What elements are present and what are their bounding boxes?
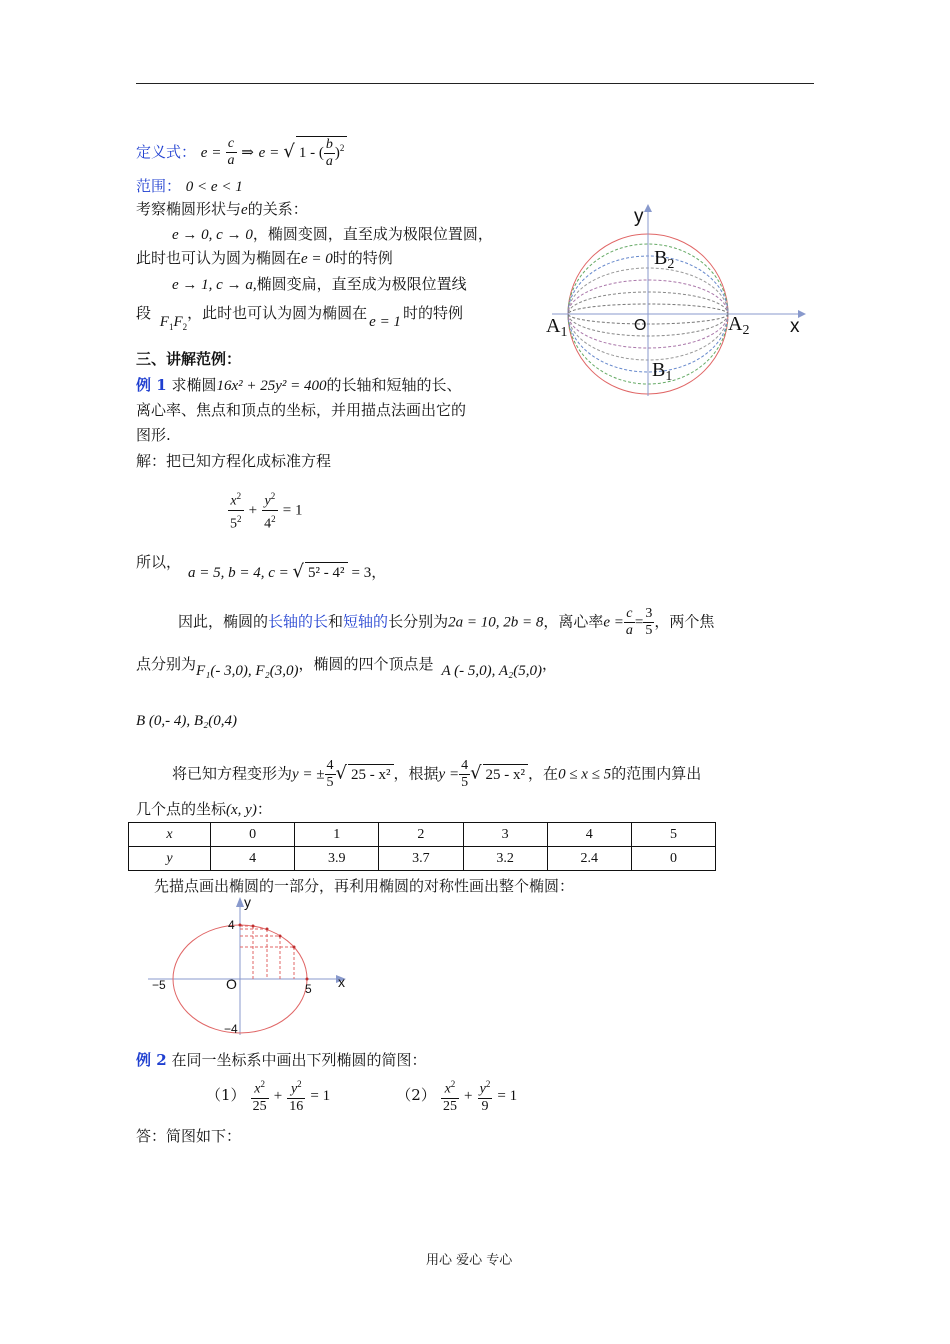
label-a1: A — [546, 315, 561, 337]
example1-line1: 例 1 求椭圆16x² + 25y² = 400的长轴和短轴的长、 — [136, 376, 462, 394]
fig1-x-label: x — [790, 316, 800, 337]
fig2-origin: O — [226, 976, 237, 992]
table-row-y: y 4 3.9 3.7 3.2 2.4 0 — [129, 847, 716, 871]
label-b1: B — [652, 359, 666, 381]
ellipse-plot-figure — [140, 895, 360, 1045]
svg-text:A1: $A_1$ — [546, 315, 568, 340]
label-a2: A — [728, 313, 743, 335]
c-over-a: $\frac{c}{a}$ — [227, 136, 235, 169]
range-line — [136, 176, 243, 197]
page-footer: 用心 爱心 专心 — [426, 1253, 513, 1268]
solution-line: 解：把已知方程化成标准方程 — [136, 452, 332, 470]
table-row-x: x 0 1 2 3 4 5 — [129, 823, 716, 847]
e-to-zero-line: e → 0, c → 0，椭圆变圆，直至成为极限位置圆， — [172, 225, 493, 243]
definition-label: 定义式： — [136, 142, 197, 161]
e-to-one-line: e → 1, c → a,椭圆变扁，直至成为极限位置线 — [172, 275, 467, 293]
example2-line: 例 2 在同一坐标系中画出下列椭圆的简图： — [136, 1051, 427, 1069]
svg-text:A2: $A_2$ — [728, 313, 750, 338]
abc-values: a = 5, b = 4, c = √ 5² - 4² = 3， — [188, 561, 387, 582]
label-b2: B — [654, 247, 668, 269]
radicand: 1 - ( $\frac{b}{a}$ )$^2$ — [296, 136, 348, 170]
answer-line: 答：简图如下： — [136, 1127, 242, 1145]
hence-line: 因此，椭圆的长轴的长和短轴的长分别为2a = 10, 2b = 8，离心率e = $\frac{c}{a}$ = $\frac{3}{5}$ ，两个焦 — [178, 606, 715, 638]
b-vertices-line: B (0,- 4), B₂(0,4) — [136, 713, 238, 729]
example1-line2: 离心率、焦点和顶点的坐标，并用描点法画出它的 — [136, 401, 467, 419]
example1-label: 例 1 — [136, 376, 167, 394]
fig1-y-label: y — [634, 206, 644, 227]
section-heading: 三、讲解范例： — [136, 350, 242, 368]
e-zero-special-line: 此时也可认为圆为椭圆在e = 0时的特例 — [136, 249, 393, 267]
top-rule — [136, 83, 814, 84]
short-axis-link[interactable]: 短轴的 — [343, 612, 389, 631]
example2-equations: （1） $\frac{x^2}{25}$ + $\frac{y^2}{16}$ = 1 （2） $\frac{x^2}{25}$ + $\frac{y^2}{9}$ = 1 — [206, 1076, 517, 1115]
svg-text:B1: $B_1$ — [652, 359, 673, 384]
transform-line: 将已知方程变形为y = ± $\frac{4}{5}$ √ 25 - x² ，根据y = $\frac{4}{5}$ √ 25 - x² ，在0 ≤ x ≤ 5的范围内算出 — [172, 758, 702, 790]
so-line: 所以， — [136, 553, 182, 571]
tick-neg5: −5 — [152, 978, 166, 992]
example2-label: 例 2 — [136, 1051, 167, 1069]
points-table — [128, 822, 716, 871]
radical-sign: √ — [283, 140, 295, 162]
long-axis-link[interactable]: 长轴的长 — [268, 612, 329, 631]
range-label: 范围： — [136, 177, 182, 195]
standard-form: $\frac{x^2}{5^2}$ + $\frac{y^2}{4^2}$ = 1 — [228, 488, 302, 532]
tick-pos5: 5 — [305, 982, 312, 996]
fig1-origin: O — [634, 317, 647, 334]
tick-pos4: 4 — [228, 918, 235, 932]
definition-line: 定义式： e = $\frac{c}{a}$ ⇒ e = √ 1 - ( $\frac{b}{a}$ )$^2$ — [136, 136, 347, 176]
svg-text:B2: $B_2$ — [654, 247, 675, 272]
segment-line: 段 $F_1F_2$，此时也可认为圆为椭圆在 e = 1 时的特例 — [136, 304, 463, 332]
coords-line: 几个点的坐标(x, y)： — [136, 800, 272, 818]
example1-line3: 图形. — [136, 426, 171, 444]
range-expr: 0 < e < 1 — [185, 179, 243, 195]
tick-neg4: −4 — [224, 1022, 238, 1036]
example1-equation: 16x² + 25y² = 400 — [216, 378, 327, 394]
examine-line: 考察椭圆形状与e的关系： — [136, 200, 308, 218]
fig2-y-label: y — [244, 895, 251, 910]
ellipse-family-figure — [528, 200, 818, 400]
fig2-x-label: x — [338, 974, 345, 990]
plot-instruction: 先描点画出椭圆的一部分，再利用椭圆的对称性画出整个椭圆： — [154, 877, 575, 895]
foci-line: 点分别为F₁(- 3,0), F₂(3,0)，椭圆的四个顶点是 A (- 5,0), A₂(5,0)， — [136, 655, 558, 679]
